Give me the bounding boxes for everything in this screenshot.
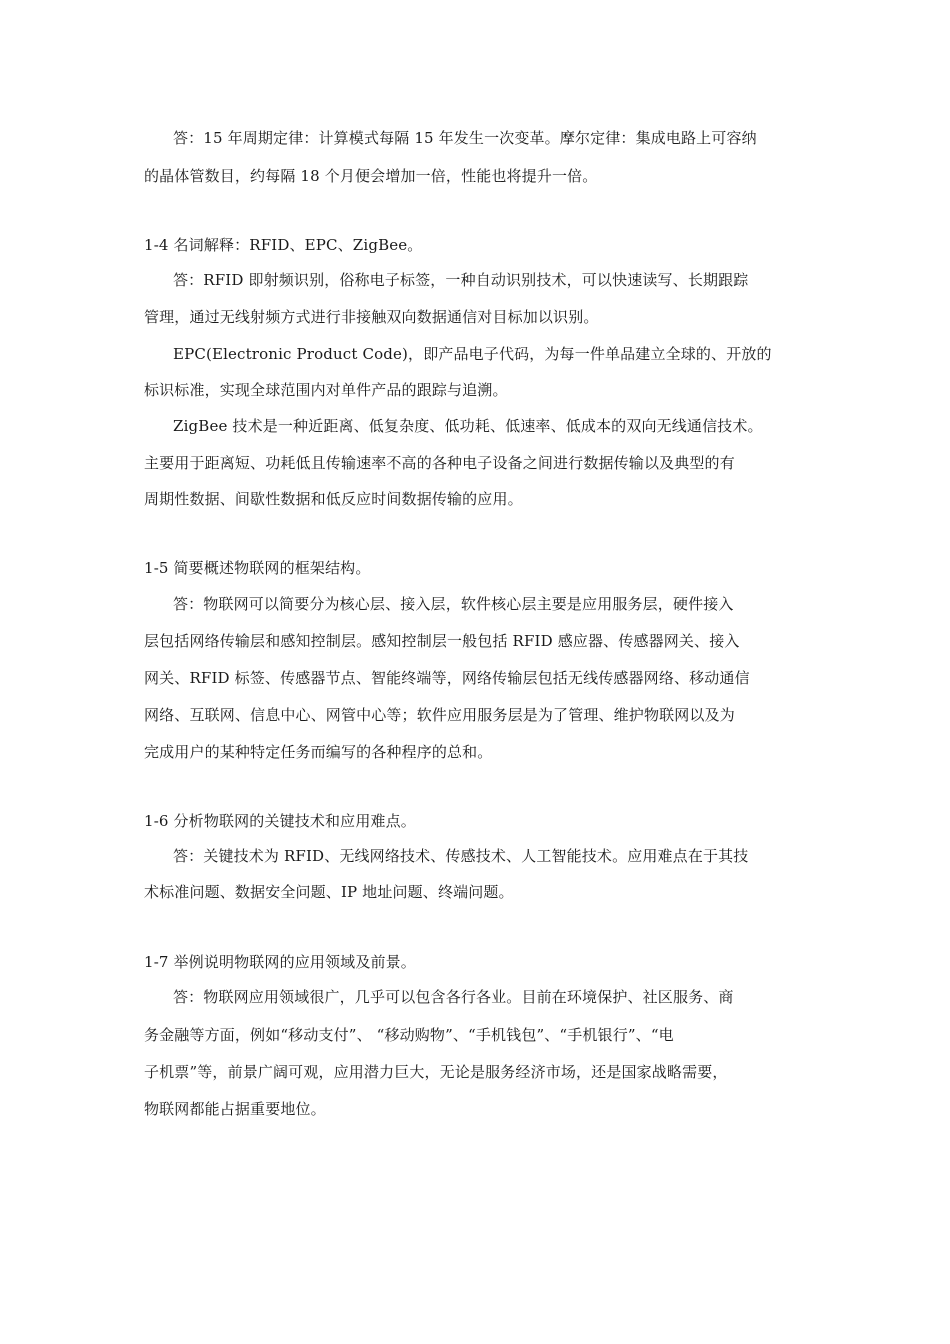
paragraph-line: 答：RFID 即射频识别，俗称电子标签，一种自动识别技术，可以快速读写、长期跟踪 bbox=[173, 271, 749, 289]
paragraph-line: 答：关键技术为 RFID、无线网络技术、传感技术、人工智能技术。应用难点在于其技 bbox=[173, 847, 749, 865]
paragraph-line: 完成用户的某种特定任务而编写的各种程序的总和。 bbox=[144, 743, 493, 761]
paragraph-line: 答：物联网应用领域很广，几乎可以包含各行各业。目前在环境保护、社区服务、商 bbox=[173, 988, 734, 1006]
paragraph-line: 的晶体管数目，约每隔 18 个月便会增加一倍，性能也将提升一倍。 bbox=[144, 167, 598, 185]
question-heading: 1-7 举例说明物联网的应用领域及前景。 bbox=[144, 953, 416, 971]
paragraph-line: 答：物联网可以简要分为核心层、接入层，软件核心层主要是应用服务层，硬件接入 bbox=[173, 595, 734, 613]
paragraph-line: 答：15 年周期定律：计算模式每隔 15 年发生一次变革。摩尔定律：集成电路上可容纳 bbox=[173, 129, 757, 147]
question-heading: 1-4 名词解释：RFID、EPC、ZigBee。 bbox=[144, 236, 423, 254]
paragraph-line: 网络、互联网、信息中心、网管中心等；软件应用服务层是为了管理、维护物联网以及为 bbox=[144, 706, 735, 724]
paragraph-line: 标识标准，实现全球范围内对单件产品的跟踪与追溯。 bbox=[144, 381, 508, 399]
paragraph-line: 务金融等方面，例如“移动支付”、 “移动购物”、“手机钱包”、“手机银行”、“电 bbox=[144, 1026, 674, 1044]
question-heading: 1-5 简要概述物联网的框架结构。 bbox=[144, 559, 371, 577]
paragraph-line: ZigBee 技术是一种近距离、低复杂度、低功耗、低速率、低成本的双向无线通信技术。 bbox=[173, 417, 763, 435]
paragraph-line: 主要用于距离短、功耗低且传输速率不高的各种电子设备之间进行数据传输以及典型的有 bbox=[144, 454, 735, 472]
paragraph-line: 物联网都能占据重要地位。 bbox=[144, 1100, 326, 1118]
paragraph-line: EPC(Electronic Product Code)，即产品电子代码，为每一件单品建立全球的、开放的 bbox=[173, 345, 772, 363]
paragraph-line: 网关、RFID 标签、传感器节点、智能终端等，网络传输层包括无线传感器网络、移动通信 bbox=[144, 669, 750, 687]
question-heading: 1-6 分析物联网的关键技术和应用难点。 bbox=[144, 812, 416, 830]
paragraph-line: 层包括网络传输层和感知控制层。感知控制层一般包括 RFID 感应器、传感器网关、接入 bbox=[144, 632, 740, 650]
paragraph-line: 周期性数据、间歇性数据和低反应时间数据传输的应用。 bbox=[144, 490, 523, 508]
paragraph-line: 管理，通过无线射频方式进行非接触双向数据通信对目标加以识别。 bbox=[144, 308, 599, 326]
paragraph-line: 术标准问题、数据安全问题、IP 地址问题、终端问题。 bbox=[144, 883, 514, 901]
paragraph-line: 子机票”等，前景广阔可观，应用潜力巨大，无论是服务经济市场，还是国家战略需要， bbox=[144, 1063, 728, 1081]
